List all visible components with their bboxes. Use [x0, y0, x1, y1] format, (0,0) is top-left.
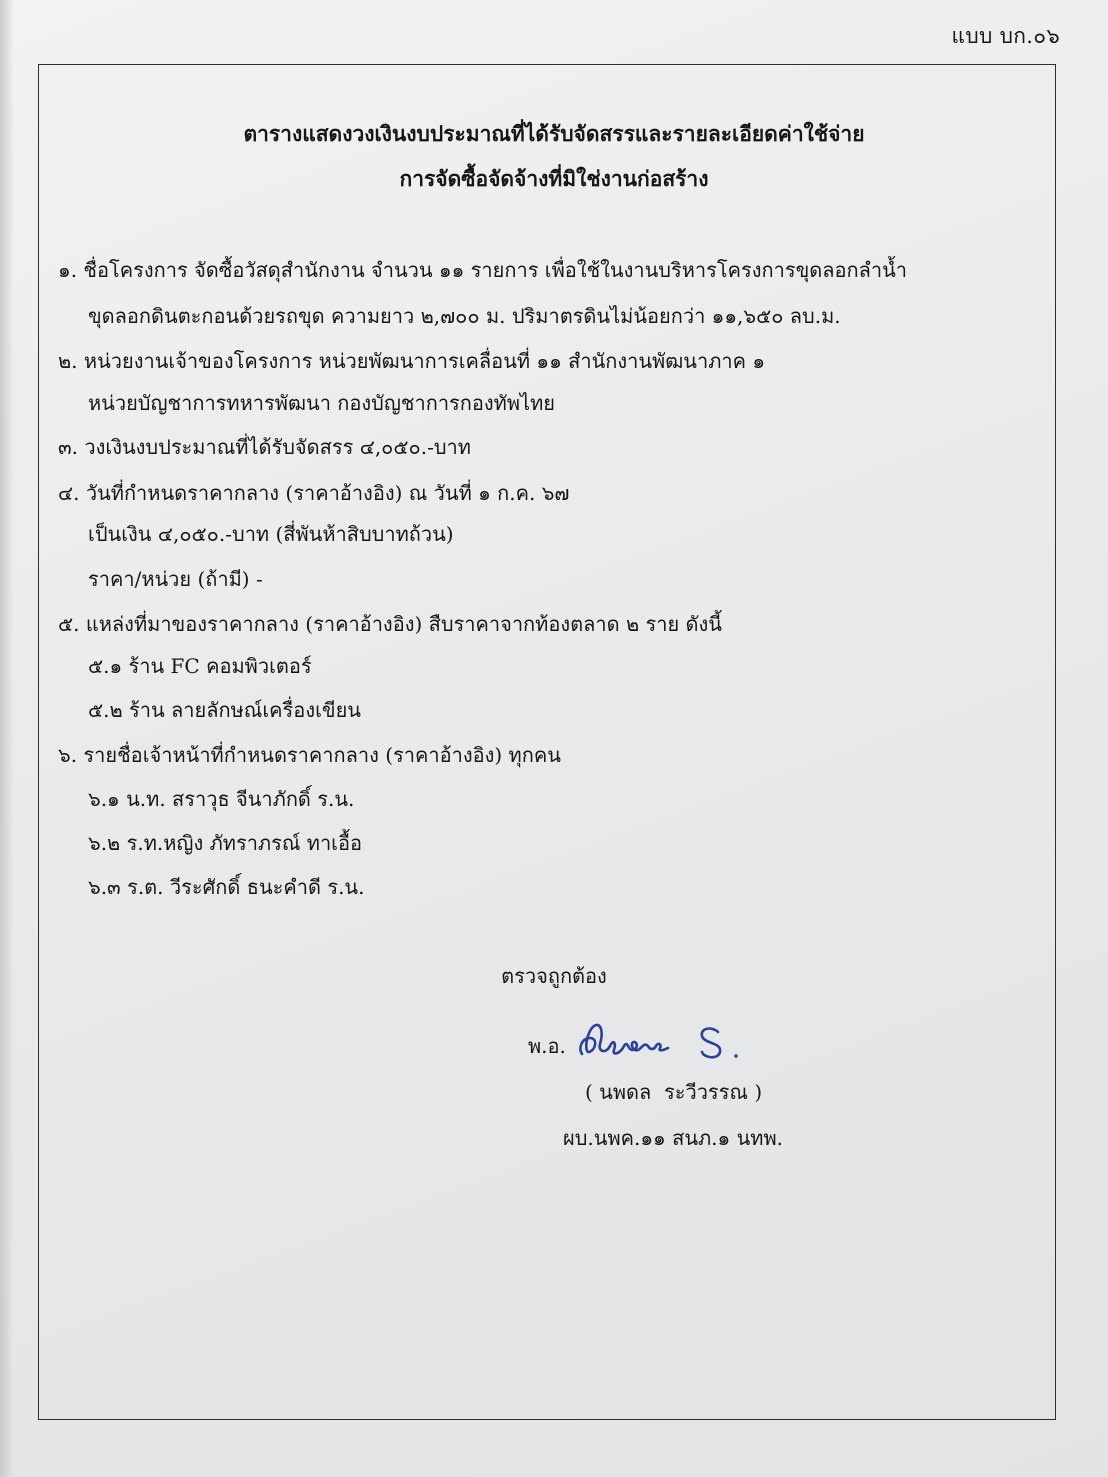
- handwritten-signature: [576, 1018, 766, 1066]
- item-5-line-1: ๕. แหล่งที่มาของราคากลาง (ราคาอ้างอิง) สืบราคาจากท้องตลาด ๒ ราย ดังนี้: [58, 612, 722, 636]
- item-6-officer-3: ๖.๓ ร.ต. วีระศักดิ์ ธนะคำดี ร.น.: [88, 875, 365, 899]
- item-1-line-1: ๑. ชื่อโครงการ จัดซื้อวัสดุสำนักงาน จำนวน ๑๑ รายการ เพื่อใช้ในงานบริหารโครงการขุดลอกลำน้ำ: [58, 258, 907, 282]
- item-3-line-1: ๓. วงเงินงบประมาณที่ได้รับจัดสรร ๔,๐๕๐.-บาท: [58, 435, 471, 459]
- item-6-officer-2: ๖.๒ ร.ท.หญิง ภัทราภรณ์ ทาเอื้อ: [88, 831, 363, 855]
- item-2-line-2: หน่วยบัญชาการทหารพัฒนา กองบัญชาการกองทัพไทย: [88, 391, 556, 415]
- item-6-officer-1: ๖.๑ น.ท. สราวุธ จีนาภักดิ์ ร.น.: [88, 787, 355, 811]
- page-edge-shadow: [0, 0, 14, 1477]
- item-5-source-2: ๕.๒ ร้าน ลายลักษณ์เครื่องเขียน: [88, 698, 361, 722]
- signer-position: ผบ.นพค.๑๑ สนภ.๑ นทพ.: [563, 1126, 783, 1150]
- item-6-line-1: ๖. รายชื่อเจ้าหน้าที่กำหนดราคากลาง (ราคาอ้างอิง) ทุกคน: [58, 743, 561, 767]
- verified-label: ตรวจถูกต้อง: [501, 964, 607, 988]
- signature-row: [528, 1018, 768, 1066]
- form-code: แบบ บก.๐๖: [951, 24, 1060, 48]
- signer-rank: พ.อ.: [528, 1034, 566, 1058]
- item-4-line-2: เป็นเงิน ๔,๐๕๐.-บาท (สี่พันห้าสิบบาทถ้วน): [88, 522, 454, 546]
- item-5-source-1: ๕.๑ ร้าน FC คอมพิวเตอร์: [88, 654, 312, 678]
- item-4-line-1: ๔. วันที่กำหนดราคากลาง (ราคาอ้างอิง) ณ วันที่ ๑ ก.ค. ๖๗: [58, 481, 570, 505]
- item-2-line-1: ๒. หน่วยงานเจ้าของโครงการ หน่วยพัฒนาการเคลื่อนที่ ๑๑ สำนักงานพัฒนาภาค ๑: [58, 349, 766, 373]
- document-title-line-2: การจัดซื้อจัดจ้างที่มิใช่งานก่อสร้าง: [399, 166, 709, 191]
- item-4-line-3: ราคา/หน่วย (ถ้ามี) -: [88, 567, 263, 591]
- signer-name: ( นพดล ระวีวรรณ ): [585, 1080, 763, 1104]
- item-1-line-2: ขุดลอกดินตะกอนด้วยรถขุด ความยาว ๒,๗๐๐ ม. ปริมาตรดินไม่น้อยกว่า ๑๑,๖๕๐ ลบ.ม.: [88, 304, 841, 328]
- document-title-line-1: ตารางแสดงวงเงินงบประมาณที่ได้รับจัดสรรและรายละเอียดค่าใช้จ่าย: [243, 121, 865, 146]
